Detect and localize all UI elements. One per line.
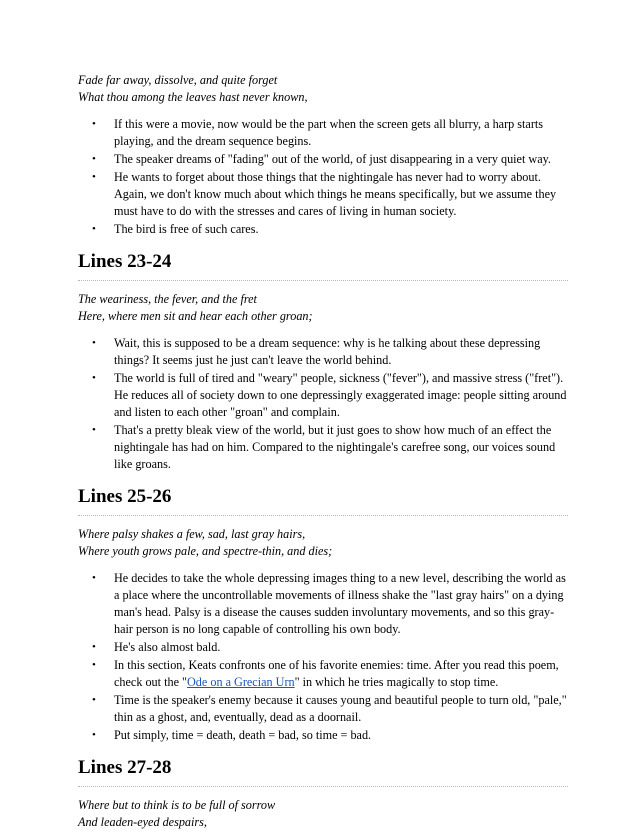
section-heading: Lines 25-26 (78, 486, 172, 507)
list-item: • He decides to take the whole depressing images thing to a new level, describing the world as a place where the uncontrollable movements of illness shake the "last gray hairs" on a dying man's head. Palsy is a disease the causes sudden involuntary movements, and so this gray-hair person is no long capable of controlling his own body. (92, 571, 566, 636)
poem-quote (78, 291, 568, 325)
list-item: • He wants to forget about those things that the nightingale has never had to worry about. Again, we don't know much about which things he means specifically, but we assume they must have to do with the stresses and cares of living in human society. (92, 170, 557, 218)
quote-line: Where but to think is to be full of sorrow (78, 798, 276, 812)
section-divider (78, 786, 568, 787)
bullet-icon: • (92, 694, 96, 706)
bullet-icon: • (92, 424, 96, 436)
list-item: • Time is the speaker's enemy because it causes young and beautiful people to turn old, "pale," thin as a ghost, and, eventually, dead as a doornail. (92, 693, 567, 724)
quote-line: The weariness, the fever, and the fret (78, 292, 257, 306)
quote-line: Here, where men sit and hear each other groan; (78, 309, 313, 323)
bullet-icon: • (92, 729, 96, 741)
list-item: • The world is full of tired and "weary" people, sickness ("fever"), and massive stress ("fret"). He reduces all of society down to one depressingly exaggerated image: people sitting around and listen to each other "groan" and complain. (92, 371, 567, 419)
section-heading: Lines 27-28 (78, 757, 172, 778)
section-lines-25-26 (78, 485, 568, 744)
section-lines-27-28 (78, 756, 568, 831)
bullet-icon: • (92, 171, 96, 183)
list-item: • The speaker dreams of "fading" out of the world, of just disappearing in a very quiet way. (92, 152, 551, 166)
list-item: • Put simply, time = death, death = bad, so time = bad. (92, 728, 372, 742)
section-divider (78, 280, 568, 281)
ode-on-a-grecian-urn-link[interactable]: Ode on a Grecian Urn (187, 675, 295, 689)
bullet-icon: • (92, 641, 96, 653)
bullet-icon: • (92, 153, 96, 165)
bullet-icon: • (92, 372, 96, 384)
poem-quote (78, 72, 568, 106)
section-intro (78, 72, 568, 238)
list-item: • That's a pretty bleak view of the world, but it just goes to show how much of an effect the nightingale has had on him. Compared to the nightingale's carefree song, our voices sound like groans. (92, 423, 556, 471)
section-lines-23-24 (78, 250, 568, 473)
list-item: • Wait, this is supposed to be a dream sequence: why is he talking about these depressing things? It seems just he just can't leave the world behind. (92, 336, 541, 367)
bullet-icon: • (92, 659, 96, 671)
bullet-list (78, 116, 568, 238)
bullet-icon: • (92, 223, 96, 235)
quote-line: Where youth grows pale, and spectre-thin, and dies; (78, 544, 333, 558)
section-divider (78, 515, 568, 516)
bullet-icon: • (92, 572, 96, 584)
list-item: • In this section, Keats confronts one of his favorite enemies: time. After you read this poem, check out the "Ode on a Grecian Urn" in which he tries magically to stop time. (92, 658, 559, 689)
list-item: • He's also almost bald. (92, 640, 221, 654)
list-item: • The bird is free of such cares. (92, 222, 259, 236)
quote-line: What thou among the leaves hast never known, (78, 90, 308, 104)
list-item: • If this were a movie, now would be the part when the screen gets all blurry, a harp starts playing, and the dream sequence begins. (92, 117, 544, 148)
bullet-list (78, 335, 568, 473)
quote-line: Where palsy shakes a few, sad, last gray hairs, (78, 527, 306, 541)
bullet-icon: • (92, 118, 96, 130)
poem-quote (78, 526, 568, 560)
bullet-icon: • (92, 337, 96, 349)
quote-line: Fade far away, dissolve, and quite forget (78, 73, 278, 87)
bullet-list (78, 570, 568, 744)
quote-line: And leaden-eyed despairs, (78, 815, 207, 829)
document-page (78, 72, 568, 831)
section-heading: Lines 23-24 (78, 251, 172, 272)
